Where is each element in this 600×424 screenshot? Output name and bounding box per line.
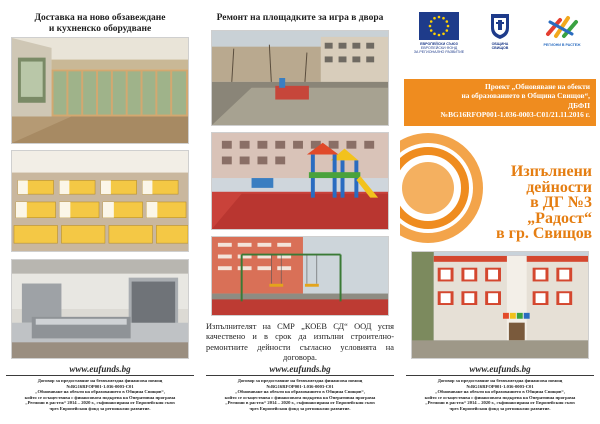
photo-swings (211, 236, 389, 316)
main-title: Изпълнени дейности в ДГ №3 „Радост“ в гр. Свищов (496, 163, 592, 242)
photo-bedroom (11, 150, 189, 252)
crest-icon (489, 12, 511, 40)
regions-growth-icon (542, 12, 582, 40)
website-link[interactable]: www.eufunds.bg (269, 364, 331, 374)
municipality-logo: ОБЩИНА СВИЩОВ (480, 12, 520, 50)
playgrounds-heading: Ремонт на площадките за игра в двора (216, 13, 384, 23)
photo-yard (211, 30, 389, 126)
divider (206, 375, 394, 376)
photo-playground (211, 132, 389, 230)
eu-logo: ЕВРОПЕЙСКИ СЪЮЗ ЕВРОПЕЙСКИ ФОНД ЗА РЕГИОНАЛНО РАЗВИТИЕ (408, 12, 470, 55)
photo-building (411, 251, 589, 359)
website-link[interactable]: www.eufunds.bg (69, 364, 131, 374)
furniture-heading: Доставка на ново обзавеждане и кухненско оборудване (34, 13, 166, 34)
contract-footer: Договор за предоставяне на безвъзмездна финансова помощ №BG16RFOP001-1.036-0003-C01 „Обновяване на обекти на образованието в Община Свищов“, който се осъществява с финансовата подкрепа на Оперативна програма „Региони в растеж“ 2014 – 2020 г., съфинансирана от Европейския съюз чрез Европейския фонд за регионално развитие. (224, 378, 376, 411)
divider (6, 375, 194, 376)
program-logo: РЕГИОНИ В РАСТЕЖ (530, 12, 594, 47)
eu-flag-icon (419, 12, 459, 40)
contract-footer: Договор за предоставяне на безвъзмездна финансова помощ №BG16RFOP001-1.036-0003-C01 „Обновяване на обекти на образованието в Община Свищов“, който се осъществява с финансовата подкрепа на Оперативна програма „Региони в растеж“ 2014 – 2020 г., съфинансирана от Европейския съюз чрез Европейския фонд за регионално развитие. (424, 378, 576, 411)
contractor-text: Изпълнителят на СМР „КОЕВ СД“ ООД успя качествено и в срок да изпълни строително-ремонтните дейности съгласно условията на договора. (206, 322, 394, 363)
contract-footer: Договор за предоставяне на безвъзмездна финансова помощ №BG16RFOP001-1.036-0003-C01 „Обновяване на обекти на образованието в Община Свищов“, който се осъществява с финансовата подкрепа на Оперативна програма „Региони в растеж“ 2014 – 2020 г., съфинансирана от Европейския съюз чрез Европейския фонд за регионално развитие. (24, 378, 176, 411)
website-link[interactable]: www.eufunds.bg (469, 364, 531, 374)
panel-playgrounds (200, 0, 400, 424)
photo-kitchen (11, 259, 189, 359)
project-banner: Проект „Обновяване на обекти на образованието в Община Свищов“, ДБФП №BG16RFOP001-1.036-0003-C01/21.11.2016 г. (404, 79, 596, 126)
logo-strip (404, 12, 596, 74)
panel-furniture (0, 0, 200, 424)
divider (406, 375, 594, 376)
photo-classroom (11, 37, 189, 144)
